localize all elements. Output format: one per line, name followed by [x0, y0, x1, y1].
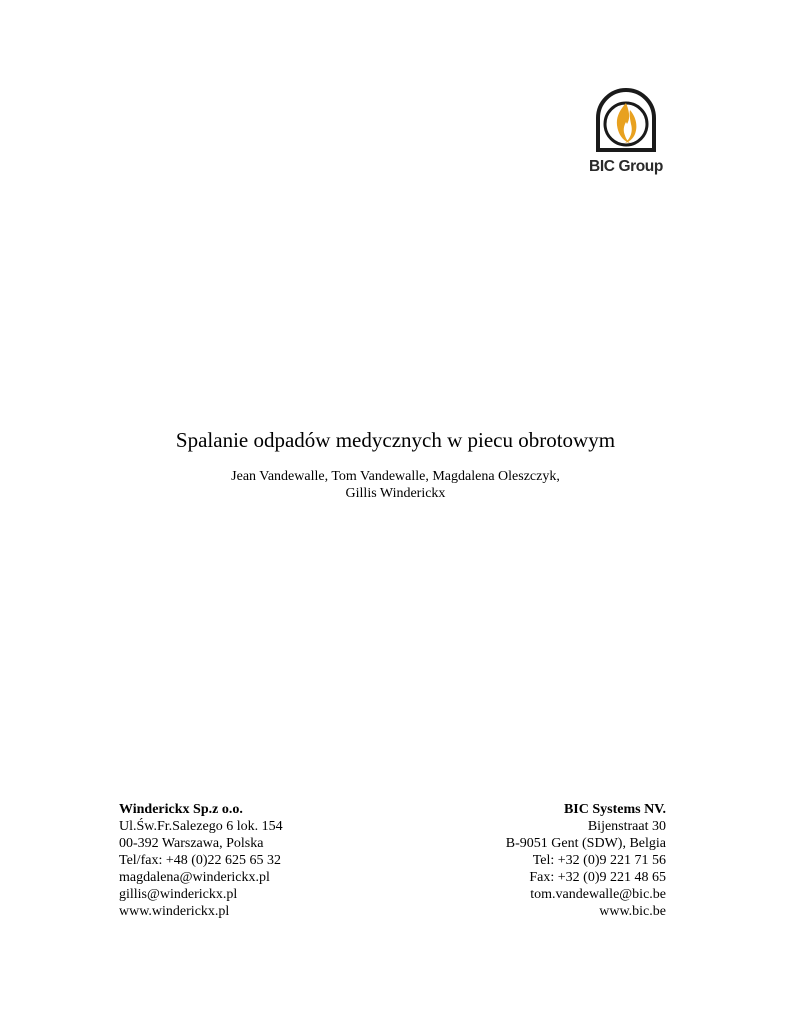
street-address: Ul.Św.Fr.Salezego 6 lok. 154: [119, 819, 283, 834]
email-address: magdalena@winderickx.pl: [119, 870, 270, 885]
authors-line-1: Jean Vandewalle, Tom Vandewalle, Magdalena Oleszczyk,: [231, 469, 560, 484]
city-address: 00-392 Warszawa, Polska: [119, 836, 264, 851]
website: www.bic.be: [599, 904, 666, 919]
email-address: tom.vandewalle@bic.be: [530, 887, 666, 902]
street-address: Bijenstraat 30: [587, 819, 666, 834]
flame-in-arch-icon: [585, 86, 667, 158]
company-logo: [585, 86, 667, 178]
website: www.winderickx.pl: [119, 904, 230, 919]
logo-text: BIC Group: [589, 158, 663, 175]
phone-number: Tel: +32 (0)9 221 71 56: [532, 853, 666, 868]
fax-number: Fax: +32 (0)9 221 48 65: [529, 870, 666, 885]
document-title: Spalanie odpadów medycznych w piecu obrotowym: [175, 428, 616, 452]
authors: [0, 468, 791, 502]
company-name: Winderickx Sp.z o.o.: [119, 802, 243, 817]
company-name: BIC Systems NV.: [563, 802, 666, 817]
email-address: gillis@winderickx.pl: [119, 887, 238, 902]
address-block-bic: [506, 801, 666, 920]
city-address: B-9051 Gent (SDW), Belgia: [505, 836, 666, 851]
address-block-winderickx: [119, 801, 283, 920]
authors-line-2: Gillis Winderickx: [345, 486, 446, 501]
phone-number: Tel/fax: +48 (0)22 625 65 32: [119, 853, 282, 868]
